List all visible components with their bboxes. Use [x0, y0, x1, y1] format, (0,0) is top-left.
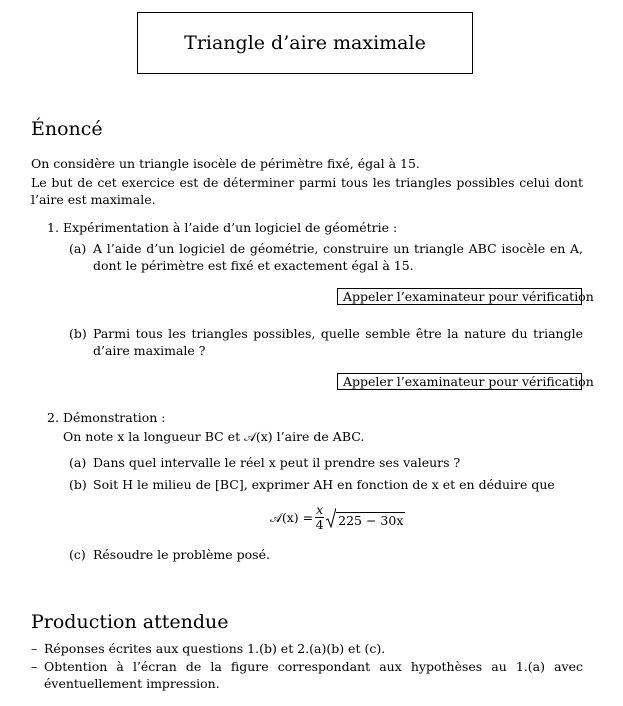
area-formula — [270, 503, 405, 532]
q2-number: 2. — [47, 410, 59, 425]
page-title: Triangle d’aire maximale — [184, 31, 426, 54]
production-heading: Production attendue — [31, 611, 229, 633]
q2a-text: Dans quel intervalle le réel x peut il prendre ses valeurs ? — [93, 455, 461, 470]
q1b-label: (b) — [69, 326, 87, 341]
production-bullet-1: – — [31, 641, 38, 656]
q2a-label: (a) — [69, 455, 87, 470]
q2-intro: On note x la longueur BC et 𝒜(x) l’aire de ABC. — [63, 429, 365, 444]
enonce-heading: Énoncé — [31, 118, 103, 140]
sqrt-icon — [326, 508, 336, 528]
formula-numerator: x — [316, 502, 324, 517]
formula-denominator: 4 — [315, 517, 324, 532]
q2b-text: Soit H le milieu de [BC], exprimer AH en fonction de x et en déduire que — [93, 477, 555, 492]
q2c-label: (c) — [69, 547, 86, 562]
title-box — [137, 12, 473, 74]
production-item-1: Réponses écrites aux questions 1.(b) et 2.(a)(b) et (c). — [44, 641, 386, 656]
production-item-2: Obtention à l’écran de la figure correspondant aux hypothèses au 1.(a) avec éventuellement impression. — [44, 659, 583, 691]
intro-line-1: On considère un triangle isocèle de périmètre fixé, égal à 15. — [31, 156, 420, 171]
q2b-label: (b) — [69, 477, 87, 492]
q1b-text: Parmi tous les triangles possibles, quelle semble être la nature du triangle d’aire maximale ? — [93, 326, 583, 358]
formula-sqrt — [326, 508, 405, 528]
q2c-text: Résoudre le problème posé. — [93, 547, 270, 562]
q1a-label: (a) — [69, 241, 87, 256]
formula-radicand: 225 − 30x — [338, 512, 404, 528]
formula-lhs: 𝒜(x) = — [270, 510, 314, 525]
production-bullet-2: – — [31, 659, 38, 674]
intro-line-2: Le but de cet exercice est de déterminer parmi tous les triangles possibles celui dont l’aire est maximale. — [31, 175, 583, 207]
q2-label: Démonstration : — [63, 410, 166, 425]
call-examiner-button-2[interactable]: Appeler l’examinateur pour vérification — [337, 373, 582, 390]
q1-label: Expérimentation à l’aide d’un logiciel de géométrie : — [63, 220, 398, 235]
formula-fraction — [315, 503, 324, 532]
call-examiner-button-1[interactable]: Appeler l’examinateur pour vérification — [337, 288, 582, 305]
q1a-text: A l’aide d’un logiciel de géométrie, construire un triangle ABC isocèle en A, dont le périmètre est fixé et exactement égal à 15. — [93, 241, 583, 273]
q1-number: 1. — [47, 220, 59, 235]
